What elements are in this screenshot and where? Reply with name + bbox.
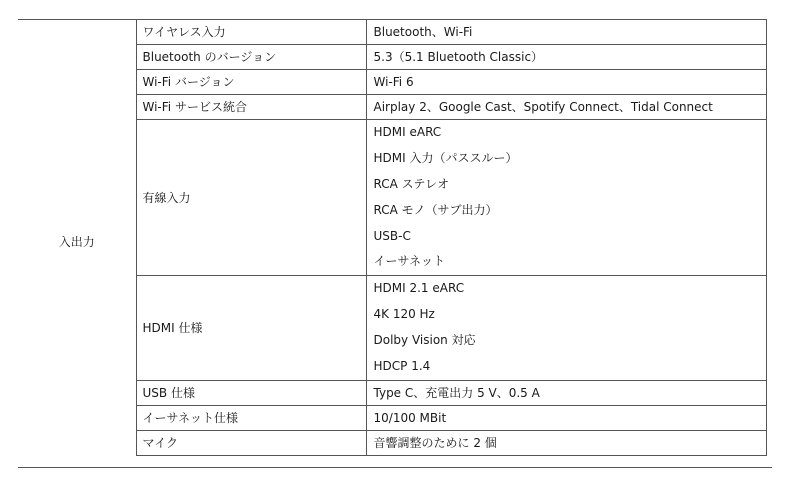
spec-value: Wi-Fi 6	[366, 70, 766, 95]
spec-key: Wi-Fi サービス統合	[136, 95, 366, 120]
spec-value: Type C、充電出力 5 V、0.5 A	[366, 380, 766, 405]
group-label: 入出力	[58, 234, 95, 249]
spec-value-line: RCA ステレオ	[373, 176, 450, 191]
spec-key: イーサネット仕様	[136, 405, 366, 430]
spec-value-line: HDCP 1.4	[373, 359, 431, 374]
spec-key: ワイヤレス入力	[136, 20, 366, 45]
spec-key: Bluetooth のバージョン	[136, 45, 366, 70]
spec-key: マイク	[136, 430, 366, 455]
spec-value-line: HDMI eARC	[373, 125, 442, 139]
spec-key: HDMI 仕様	[136, 276, 366, 381]
spec-value-group	[366, 120, 766, 276]
spec-key: Wi-Fi バージョン	[136, 70, 366, 95]
spec-table	[18, 19, 767, 456]
group-label-cell	[18, 20, 136, 456]
spec-value: Bluetooth、Wi-Fi	[366, 20, 766, 45]
spec-value-line: HDMI 入力（パススルー）	[373, 150, 518, 165]
spec-value-line: 4K 120 Hz	[373, 307, 435, 322]
table-row	[18, 20, 766, 45]
spec-key: 有線入力	[136, 120, 366, 276]
spec-value: 10/100 MBit	[366, 405, 766, 430]
spec-value: 音響調整のために 2 個	[366, 430, 766, 455]
spec-value-line: USB-C	[373, 228, 411, 243]
spec-value: 5.3（5.1 Bluetooth Classic）	[366, 45, 766, 70]
spec-value-line: RCA モノ（サブ出力）	[373, 202, 498, 217]
spec-key: USB 仕様	[136, 380, 366, 405]
spec-value: Airplay 2、Google Cast、Spotify Connect、Tidal Connect	[366, 95, 766, 120]
spec-value-line: イーサネット	[373, 254, 446, 269]
spec-value-line: HDMI 2.1 eARC	[373, 281, 465, 296]
spec-value-group	[366, 276, 766, 381]
table-bottom-rule	[18, 467, 772, 468]
spec-value-line: Dolby Vision 対応	[373, 333, 476, 348]
